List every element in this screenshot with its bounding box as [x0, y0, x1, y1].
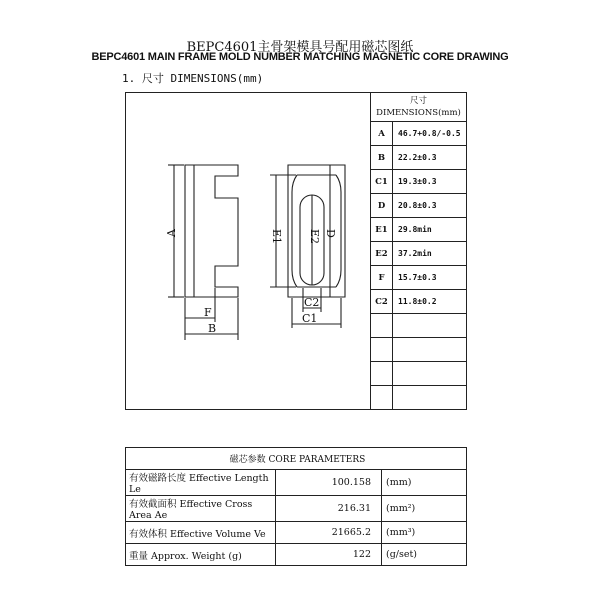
dimension-value: 46.7+0.8/-0.5: [393, 122, 467, 146]
dimension-row: [371, 146, 467, 170]
dimension-row: [371, 338, 467, 362]
core-parameter-label: 有效截面积 Effective Cross Area Ae: [126, 496, 276, 522]
core-parameter-row: [126, 470, 467, 496]
label-e2: E2: [308, 229, 321, 245]
dimension-value: 11.8±0.2: [393, 290, 467, 314]
dimension-symbol: E2: [371, 242, 393, 266]
core-parameter-unit: (mm³): [382, 522, 467, 544]
dimension-symbol: B: [371, 146, 393, 170]
core-parameter-row: [126, 544, 467, 566]
section-heading: 1. 尺寸 DIMENSIONS(mm): [122, 72, 264, 85]
dimension-symbol: [371, 314, 393, 338]
core-parameters-table: [125, 447, 467, 566]
title-english: BEPC4601 MAIN FRAME MOLD NUMBER MATCHING MAGNETIC CORE DRAWING: [91, 51, 509, 63]
label-b: B: [208, 322, 217, 335]
title-chinese: BEPC4601主骨架模具号配用磁芯图纸: [186, 40, 414, 55]
dimension-value: 37.2min: [393, 242, 467, 266]
core-parameter-value: 100.158: [276, 470, 382, 496]
dimension-row: [371, 386, 467, 410]
dimension-symbol: C1: [371, 170, 393, 194]
dimension-value: 29.8min: [393, 218, 467, 242]
dimension-symbol: [371, 386, 393, 410]
dimension-row: [371, 314, 467, 338]
dimension-row: [371, 218, 467, 242]
dimension-row: [371, 266, 467, 290]
core-parameter-value: 216.31: [276, 496, 382, 522]
core-side-profile: [185, 165, 238, 297]
core-parameters-header: 磁芯参数 CORE PARAMETERS: [126, 448, 467, 470]
dimension-row: [371, 170, 467, 194]
core-parameter-label: 重量 Approx. Weight (g): [126, 544, 276, 566]
core-parameter-value: 21665.2: [276, 522, 382, 544]
dimension-value: [393, 314, 467, 338]
core-parameter-label: 有效体积 Effective Volume Ve: [126, 522, 276, 544]
dimension-symbol: A: [371, 122, 393, 146]
dimensions-table: [370, 92, 467, 410]
dimension-value: [393, 362, 467, 386]
dimension-symbol: [371, 338, 393, 362]
dimension-row: [371, 194, 467, 218]
dimension-symbol: E1: [371, 218, 393, 242]
core-parameter-unit: (mm): [382, 470, 467, 496]
core-parameter-label: 有效磁路长度 Effective Length Le: [126, 470, 276, 496]
dimensions-header-en: DIMENSIONS(mm): [376, 108, 461, 118]
dimension-row: [371, 242, 467, 266]
dimension-value: [393, 338, 467, 362]
dimension-symbol: D: [371, 194, 393, 218]
core-front-flange: [292, 175, 297, 287]
core-parameter-unit: (mm²): [382, 496, 467, 522]
dimension-row: [371, 362, 467, 386]
dimension-value: 22.2±0.3: [393, 146, 467, 170]
dimension-symbol: F: [371, 266, 393, 290]
dimension-symbol: [371, 362, 393, 386]
dimension-row: [371, 122, 467, 146]
label-e1: E1: [270, 229, 283, 245]
label-d: D: [324, 229, 337, 238]
dimensions-header-cn: 尺寸: [409, 96, 427, 106]
label-f: F: [204, 306, 212, 319]
core-parameter-unit: (g/set): [382, 544, 467, 566]
core-parameter-value: 122: [276, 544, 382, 566]
dimension-value: 20.8±0.3: [393, 194, 467, 218]
dimension-row: [371, 290, 467, 314]
label-c1: C1: [302, 312, 318, 325]
dimension-symbol: C2: [371, 290, 393, 314]
dimension-value: 15.7±0.3: [393, 266, 467, 290]
dimension-value: 19.3±0.3: [393, 170, 467, 194]
dimension-value: [393, 386, 467, 410]
core-parameter-row: [126, 496, 467, 522]
dimensions-header: [371, 93, 467, 122]
label-c2: C2: [304, 296, 320, 309]
core-parameter-row: [126, 522, 467, 544]
label-a: A: [165, 229, 178, 237]
